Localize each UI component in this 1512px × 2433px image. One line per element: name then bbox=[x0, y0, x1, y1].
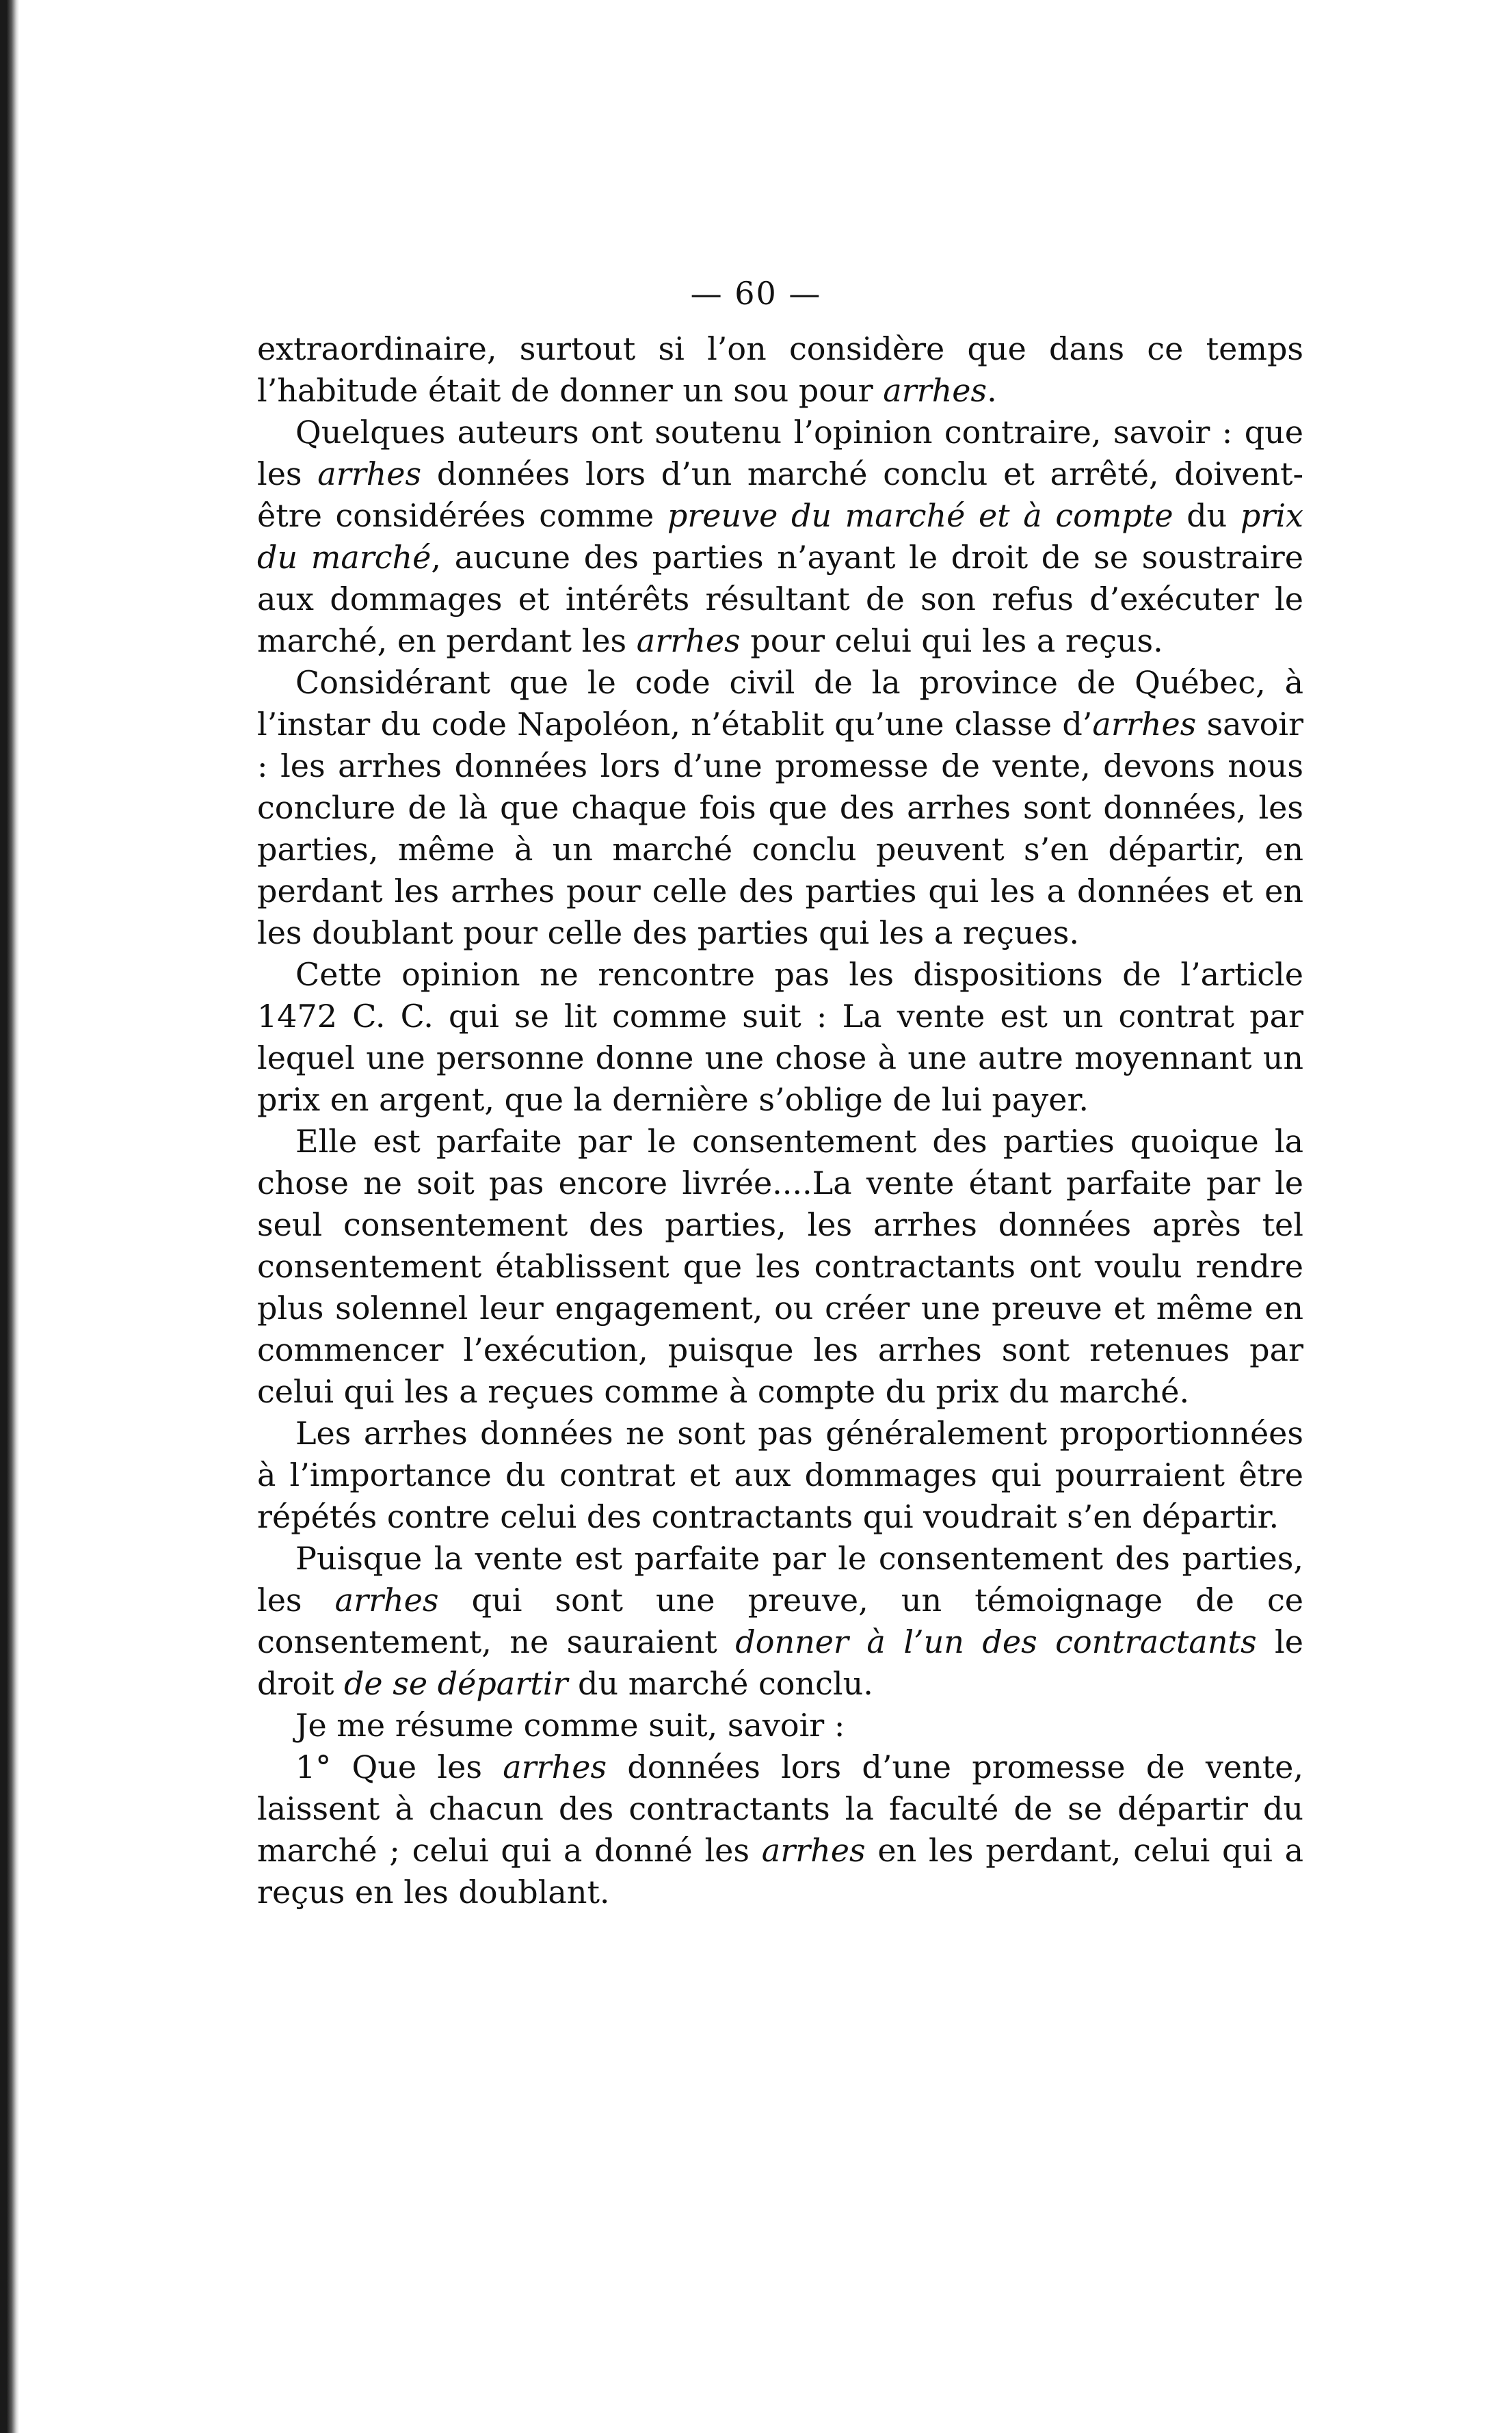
text-run: 1° Que les bbox=[295, 1749, 503, 1785]
paragraph bbox=[257, 328, 1303, 412]
italic-text-run: prix du marché bbox=[257, 497, 1303, 576]
text-run: du marché conclu. bbox=[568, 1665, 873, 1702]
text-run: Je me résume comme suit, savoir : bbox=[295, 1707, 845, 1744]
italic-text-run: arrhes bbox=[883, 372, 987, 409]
italic-text-run: arrhes bbox=[1092, 706, 1197, 743]
text-run: . bbox=[987, 372, 997, 409]
scan-binding-edge bbox=[0, 0, 19, 2433]
paragraph bbox=[257, 1705, 1303, 1746]
text-run: Quelques auteurs ont soutenu l’opinion contraire, savoir : que les bbox=[257, 414, 1303, 492]
text-run: , aucune des parties n’ayant le droit de se soustraire aux dommages et intérêts résultant de son refus d’exécuter le marché, en perdant les bbox=[257, 539, 1303, 659]
italic-text-run: arrhes bbox=[636, 622, 741, 659]
text-run: savoir : les arrhes données lors d’une promesse de vente, devons nous conclure de là que chaque fois que des arrhes sont données, les parties, même à un marché conclu peuvent s’en départir, en perdant les arrhes pour celle des parties qui les a données et en les doublant pour celle des parties qui les a reçues. bbox=[257, 706, 1303, 951]
text-run: qui sont une preuve, un témoignage de ce consentement, ne sauraient bbox=[257, 1582, 1303, 1660]
text-run: données lors d’un marché conclu et arrêté, doivent-être considérées comme bbox=[257, 455, 1303, 534]
text-run: du bbox=[1173, 497, 1241, 534]
text-run: extraordinaire, surtout si l’on considère que dans ce temps l’habitude était de donner un sou pour bbox=[257, 330, 1303, 409]
italic-text-run: de se départir bbox=[343, 1665, 568, 1702]
text-run: données lors d’une promesse de vente, laissent à chacun des contractants la faculté de se départir du marché ; celui qui a donné les bbox=[257, 1749, 1304, 1869]
text-run: en les perdant, celui qui a reçus en les doublant. bbox=[257, 1832, 1303, 1911]
paragraph bbox=[257, 662, 1303, 954]
italic-text-run: arrhes bbox=[761, 1832, 866, 1869]
italic-text-run: arrhes bbox=[317, 455, 422, 492]
italic-text-run: preuve du marché et à compte bbox=[667, 497, 1173, 534]
page-number: — 60 — bbox=[690, 275, 822, 312]
paragraph bbox=[257, 1538, 1303, 1705]
text-run: Cette opinion ne rencontre pas les dispositions de l’article 1472 C. C. qui se lit comme suit : La vente est un contrat par lequel une personne donne une chose à une autre moyennant un prix en argent, que la dernière s’oblige de lui payer. bbox=[257, 956, 1303, 1118]
page-body-text bbox=[257, 328, 1303, 1913]
text-run: Les arrhes données ne sont pas généralement proportionnées à l’importance du contrat et aux dommages qui pourraient être répétés contre celui des contractants qui voudrait s’en départir. bbox=[257, 1415, 1303, 1535]
italic-text-run: arrhes bbox=[503, 1749, 607, 1785]
paragraph bbox=[257, 412, 1303, 662]
italic-text-run: donner à l’un des contractants bbox=[735, 1623, 1257, 1660]
italic-text-run: arrhes bbox=[334, 1582, 439, 1619]
text-run: pour celui qui les a reçus. bbox=[740, 622, 1163, 659]
text-run: le droit bbox=[257, 1623, 1303, 1702]
text-run: Puisque la vente est parfaite par le consentement des parties, les bbox=[257, 1540, 1303, 1619]
paragraph bbox=[257, 1121, 1303, 1413]
paragraph bbox=[257, 1746, 1303, 1913]
paragraph bbox=[257, 1413, 1303, 1538]
text-run: Elle est parfaite par le consentement des parties quoique la chose ne soit pas encore livrée....La vente étant parfaite par le seul consentement des parties, les arrhes données après tel consentement établissent que les contractants ont voulu rendre plus solennel leur engagement, ou créer une preuve et même en commencer l’exécution, puisque les arrhes sont retenues par celui qui les a reçues comme à compte du prix du marché. bbox=[257, 1123, 1303, 1410]
paragraph bbox=[257, 954, 1303, 1121]
text-run: Considérant que le code civil de la province de Québec, à l’instar du code Napoléon, n’établit qu’une classe d’ bbox=[257, 664, 1303, 743]
